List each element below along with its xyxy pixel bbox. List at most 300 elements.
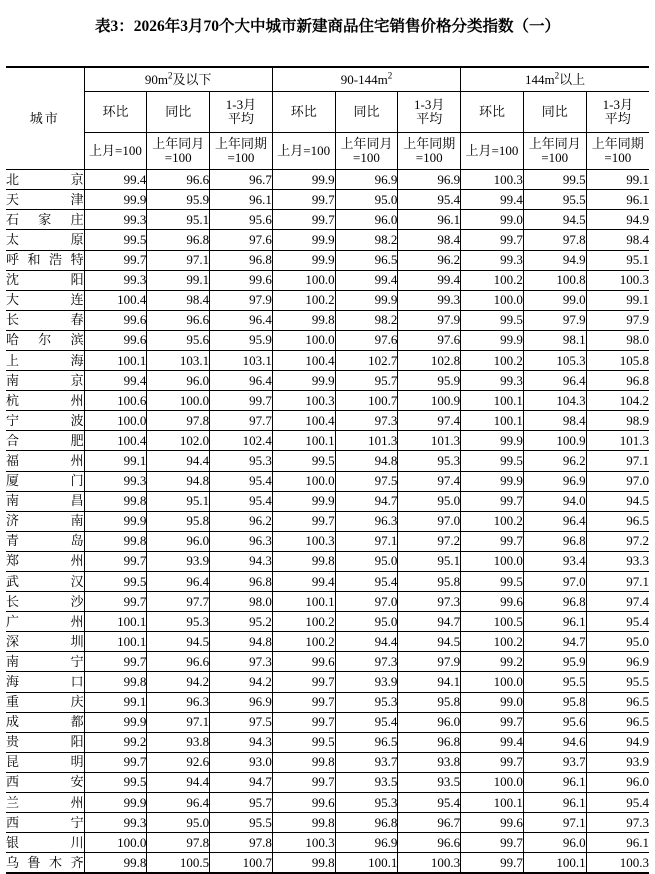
index-value-cell: 96.7: [210, 170, 273, 190]
index-value-cell: 99.8: [272, 752, 335, 772]
city-name-label: 杭州: [6, 392, 84, 408]
base-label-2: =100: [541, 150, 569, 166]
measure-label: 环比: [102, 103, 129, 119]
index-value-cell: 99.7: [84, 652, 147, 672]
city-name-cell: [6, 310, 84, 330]
index-value-cell: 99.1: [586, 170, 649, 190]
table-row: [6, 491, 649, 511]
index-value-cell: 97.3: [398, 592, 461, 612]
index-value-cell: 95.3: [335, 692, 398, 712]
index-value-cell: 99.6: [272, 652, 335, 672]
index-value-cell: 100.0: [461, 772, 524, 792]
city-name-cell: [6, 190, 84, 210]
index-value-cell: 105.8: [586, 350, 649, 370]
index-value-cell: 98.4: [398, 230, 461, 250]
index-value-cell: 99.7: [84, 592, 147, 612]
table-row: [6, 511, 649, 531]
index-value-cell: 97.1: [147, 250, 210, 270]
index-value-cell: 95.5: [523, 672, 586, 692]
index-value-cell: 100.1: [272, 431, 335, 451]
index-value-cell: 100.9: [523, 431, 586, 451]
index-value-cell: 99.7: [461, 712, 524, 732]
index-value-cell: 99.8: [272, 551, 335, 571]
index-value-cell: 95.0: [147, 813, 210, 833]
index-value-cell: 94.9: [586, 732, 649, 752]
index-value-cell: 99.5: [84, 772, 147, 792]
table-row: [6, 672, 649, 692]
index-value-cell: 100.0: [147, 391, 210, 411]
index-value-cell: 94.7: [335, 491, 398, 511]
index-value-cell: 99.0: [523, 290, 586, 310]
city-name-cell: [6, 230, 84, 250]
index-value-cell: 96.5: [335, 250, 398, 270]
index-value-cell: 100.6: [84, 391, 147, 411]
index-value-cell: 100.4: [84, 431, 147, 451]
index-value-cell: 99.7: [461, 853, 524, 874]
city-name-label: 南宁: [6, 653, 84, 669]
base-label: 上月=100: [277, 142, 331, 158]
city-name-label: 海口: [6, 674, 84, 690]
index-value-cell: 96.6: [147, 310, 210, 330]
city-name-label: 青岛: [6, 533, 84, 549]
index-value-cell: 102.4: [210, 431, 273, 451]
base-header-avg-medium: [398, 133, 461, 170]
index-value-cell: 100.0: [272, 471, 335, 491]
table-row: [6, 411, 649, 431]
index-value-cell: 96.3: [147, 692, 210, 712]
index-value-cell: 97.0: [586, 471, 649, 491]
index-value-cell: 101.3: [335, 431, 398, 451]
city-name-label: 长沙: [6, 593, 84, 609]
index-value-cell: 99.5: [523, 170, 586, 190]
table-row: [6, 371, 649, 391]
table-row: [6, 652, 649, 672]
index-value-cell: 100.0: [461, 672, 524, 692]
city-name-label: 乌鲁木齐: [6, 854, 84, 870]
group-header-large-sup: 2: [554, 70, 560, 81]
index-value-cell: 99.6: [272, 793, 335, 813]
index-value-cell: 96.8: [210, 250, 273, 270]
index-value-cell: 97.9: [523, 310, 586, 330]
index-value-cell: 95.6: [210, 210, 273, 230]
index-value-cell: 99.5: [272, 732, 335, 752]
base-header-mom-small: [84, 133, 147, 170]
city-name-cell: [6, 672, 84, 692]
index-value-cell: 103.1: [210, 350, 273, 370]
page-title: 表3：2026年3月70个大中城市新建商品住宅销售价格分类指数（一）: [94, 18, 560, 35]
index-value-cell: 92.6: [147, 752, 210, 772]
table-row: [6, 712, 649, 732]
index-value-cell: 96.5: [586, 712, 649, 732]
index-value-cell: 94.8: [210, 632, 273, 652]
measure-header-mom-medium: [272, 92, 335, 133]
index-value-cell: 93.5: [335, 772, 398, 792]
table-row: [6, 270, 649, 290]
group-header-small-prefix: 90m: [144, 71, 169, 87]
index-value-cell: 98.4: [586, 230, 649, 250]
city-name-cell: [6, 391, 84, 411]
index-value-cell: 100.5: [147, 853, 210, 874]
index-value-cell: 95.0: [335, 190, 398, 210]
index-value-cell: 99.1: [147, 270, 210, 290]
base-header-avg-small: [210, 133, 273, 170]
index-value-cell: 99.7: [84, 250, 147, 270]
column-header-city: 城市: [6, 67, 84, 170]
index-value-cell: 96.9: [335, 833, 398, 853]
city-name-cell: [6, 612, 84, 632]
base-label-2: =100: [415, 150, 443, 166]
group-header-small-suffix: 及以下: [172, 71, 212, 87]
city-name-label: 长春: [6, 312, 84, 328]
index-value-cell: 96.1: [586, 190, 649, 210]
measure-header-avg-small: [210, 92, 273, 133]
index-value-cell: 95.3: [147, 612, 210, 632]
index-value-cell: 94.9: [586, 210, 649, 230]
table-row: [6, 350, 649, 370]
index-value-cell: 99.7: [210, 391, 273, 411]
index-value-cell: 99.1: [84, 451, 147, 471]
index-value-cell: 95.3: [210, 451, 273, 471]
index-value-cell: 97.3: [586, 813, 649, 833]
index-value-cell: 99.3: [84, 210, 147, 230]
index-value-cell: 95.4: [335, 712, 398, 732]
table-row: [6, 330, 649, 350]
index-value-cell: 96.5: [586, 692, 649, 712]
index-value-cell: 97.4: [398, 471, 461, 491]
index-value-cell: 99.2: [461, 652, 524, 672]
index-value-cell: 97.1: [586, 572, 649, 592]
index-value-cell: 96.4: [147, 572, 210, 592]
index-value-cell: 99.6: [461, 813, 524, 833]
index-value-cell: 94.2: [147, 672, 210, 692]
base-label-2: =100: [353, 150, 380, 166]
index-value-cell: 99.8: [272, 853, 335, 874]
index-value-cell: 99.3: [461, 371, 524, 391]
index-value-cell: 97.0: [523, 572, 586, 592]
measure-label: 环比: [478, 103, 505, 119]
index-value-cell: 99.9: [84, 793, 147, 813]
measure-header-yoy-large: [523, 92, 586, 133]
index-value-cell: 94.2: [210, 672, 273, 692]
index-value-cell: 96.1: [523, 772, 586, 792]
city-name-cell: [6, 330, 84, 350]
index-value-cell: 100.4: [272, 411, 335, 431]
base-label: 上年同期: [403, 135, 456, 151]
index-value-cell: 93.8: [398, 752, 461, 772]
index-value-cell: 97.0: [398, 511, 461, 531]
index-value-cell: 99.7: [461, 833, 524, 853]
city-name-cell: [6, 833, 84, 853]
index-value-cell: 96.1: [210, 190, 273, 210]
table-row: [6, 692, 649, 712]
index-value-cell: 99.4: [461, 732, 524, 752]
table-row: [6, 230, 649, 250]
base-label: 上年同月: [340, 135, 393, 151]
city-name-cell: [6, 853, 84, 874]
index-value-cell: 105.3: [523, 350, 586, 370]
table-row: [6, 551, 649, 571]
index-value-cell: 103.1: [147, 350, 210, 370]
index-value-cell: 93.9: [335, 672, 398, 692]
group-header-large-prefix: 144m: [524, 71, 555, 87]
index-value-cell: 99.4: [272, 572, 335, 592]
index-value-cell: 97.1: [335, 531, 398, 551]
table-row: [6, 572, 649, 592]
index-value-cell: 99.7: [461, 752, 524, 772]
index-value-cell: 99.9: [84, 511, 147, 531]
index-value-cell: 97.6: [398, 330, 461, 350]
index-value-cell: 96.1: [523, 793, 586, 813]
index-value-cell: 102.8: [398, 350, 461, 370]
measure-header-avg-large: [586, 92, 649, 133]
index-value-cell: 100.1: [461, 411, 524, 431]
base-label: 上年同月: [528, 135, 581, 151]
index-value-cell: 99.5: [272, 451, 335, 471]
city-name-cell: [6, 210, 84, 230]
index-value-cell: 100.2: [272, 612, 335, 632]
table-row: [6, 170, 649, 190]
index-value-cell: 96.4: [210, 310, 273, 330]
table-row: [6, 210, 649, 230]
index-value-cell: 102.0: [147, 431, 210, 451]
index-value-cell: 100.2: [272, 290, 335, 310]
index-value-cell: 96.2: [210, 511, 273, 531]
index-value-cell: 100.2: [461, 632, 524, 652]
index-value-cell: 97.8: [147, 833, 210, 853]
index-value-cell: 100.4: [272, 350, 335, 370]
base-label-2: =100: [164, 150, 192, 166]
index-value-cell: 95.5: [523, 190, 586, 210]
index-value-cell: 99.7: [84, 752, 147, 772]
table-row: [6, 531, 649, 551]
base-label: 上年同月: [152, 135, 205, 151]
index-value-cell: 94.8: [147, 471, 210, 491]
base-header-yoy-large: [523, 133, 586, 170]
index-value-cell: 99.9: [84, 712, 147, 732]
index-value-cell: 94.5: [147, 632, 210, 652]
index-value-cell: 100.1: [461, 793, 524, 813]
index-value-cell: 99.6: [461, 592, 524, 612]
index-value-cell: 95.0: [335, 551, 398, 571]
index-value-cell: 93.3: [586, 551, 649, 571]
city-name-cell: [6, 793, 84, 813]
table-row: [6, 772, 649, 792]
index-value-cell: 97.7: [147, 592, 210, 612]
index-value-cell: 99.4: [335, 270, 398, 290]
index-value-cell: 94.3: [210, 551, 273, 571]
city-name-label: 南京: [6, 372, 84, 388]
group-header-medium-sup: 2: [387, 70, 393, 81]
city-name-cell: [6, 692, 84, 712]
index-value-cell: 94.9: [523, 250, 586, 270]
index-value-cell: 96.0: [523, 833, 586, 853]
index-value-cell: 97.0: [335, 592, 398, 612]
index-value-cell: 99.4: [461, 190, 524, 210]
index-value-cell: 97.1: [523, 813, 586, 833]
city-name-cell: [6, 431, 84, 451]
index-value-cell: 100.2: [461, 511, 524, 531]
index-value-cell: 100.3: [398, 853, 461, 874]
index-value-cell: 100.5: [461, 612, 524, 632]
index-value-cell: 99.5: [84, 572, 147, 592]
index-value-cell: 100.9: [398, 391, 461, 411]
index-value-cell: 100.1: [84, 612, 147, 632]
index-value-cell: 100.1: [461, 391, 524, 411]
base-label: 上月=100: [89, 142, 142, 158]
index-value-cell: 100.8: [523, 270, 586, 290]
index-value-cell: 100.3: [272, 833, 335, 853]
city-name-label: 宁波: [6, 412, 84, 428]
base-label-2: =100: [227, 150, 255, 166]
city-name-cell: [6, 290, 84, 310]
index-value-cell: 93.7: [523, 752, 586, 772]
index-value-cell: 99.7: [461, 230, 524, 250]
index-value-cell: 96.6: [398, 833, 461, 853]
header-row-groups: [6, 67, 649, 92]
index-value-cell: 97.3: [335, 652, 398, 672]
index-value-cell: 93.8: [147, 732, 210, 752]
index-value-cell: 94.1: [398, 672, 461, 692]
measure-label: 同比: [353, 103, 380, 119]
index-value-cell: 99.1: [586, 290, 649, 310]
base-header-yoy-small: [147, 133, 210, 170]
index-value-cell: 95.3: [335, 793, 398, 813]
base-label: 上年同期: [591, 135, 644, 151]
measure-label: 同比: [165, 103, 192, 119]
index-value-cell: 96.1: [586, 833, 649, 853]
index-value-cell: 94.4: [147, 772, 210, 792]
index-value-cell: 99.9: [461, 431, 524, 451]
measure-label: 1-3月: [225, 96, 257, 112]
table-row: [6, 732, 649, 752]
index-value-cell: 99.7: [272, 210, 335, 230]
base-header-avg-large: [586, 133, 649, 170]
index-value-cell: 99.8: [272, 310, 335, 330]
index-value-cell: 99.9: [272, 250, 335, 270]
index-value-cell: 97.5: [335, 471, 398, 491]
city-name-cell: [6, 250, 84, 270]
index-value-cell: 98.0: [210, 592, 273, 612]
base-label: 上月=100: [465, 142, 519, 158]
index-value-cell: 97.2: [398, 531, 461, 551]
index-value-cell: 94.7: [523, 632, 586, 652]
index-value-cell: 99.9: [272, 371, 335, 391]
table-row: [6, 190, 649, 210]
index-value-cell: 94.8: [335, 451, 398, 471]
measure-label-2: 平均: [227, 111, 254, 127]
index-value-cell: 96.2: [398, 250, 461, 270]
index-value-cell: 95.5: [210, 813, 273, 833]
index-value-cell: 99.5: [461, 572, 524, 592]
index-value-cell: 101.3: [398, 431, 461, 451]
group-header-medium: [272, 67, 460, 92]
index-value-cell: 99.0: [461, 692, 524, 712]
index-value-cell: 100.7: [335, 391, 398, 411]
city-name-label: 哈尔滨: [6, 332, 84, 348]
index-value-cell: 96.8: [335, 813, 398, 833]
city-name-label: 合肥: [6, 432, 84, 448]
index-value-cell: 98.4: [523, 411, 586, 431]
index-value-cell: 97.3: [335, 411, 398, 431]
index-value-cell: 100.0: [272, 330, 335, 350]
city-name-cell: [6, 511, 84, 531]
index-value-cell: 98.9: [586, 411, 649, 431]
index-value-cell: 95.8: [147, 511, 210, 531]
index-value-cell: 95.8: [398, 692, 461, 712]
table-row: [6, 853, 649, 874]
index-value-cell: 96.1: [523, 612, 586, 632]
table-row: [6, 793, 649, 813]
index-value-cell: 99.7: [84, 551, 147, 571]
index-value-cell: 100.0: [461, 290, 524, 310]
index-value-cell: 96.9: [210, 692, 273, 712]
index-value-cell: 104.2: [586, 391, 649, 411]
city-name-cell: [6, 371, 84, 391]
index-value-cell: 102.7: [335, 350, 398, 370]
table-row: [6, 431, 649, 451]
index-value-cell: 95.0: [586, 632, 649, 652]
index-value-cell: 94.6: [523, 732, 586, 752]
index-value-cell: 95.1: [586, 250, 649, 270]
index-value-cell: 96.7: [398, 813, 461, 833]
index-value-cell: 100.0: [84, 411, 147, 431]
table-row: [6, 813, 649, 833]
index-value-cell: 100.1: [523, 853, 586, 874]
index-value-cell: 96.5: [586, 511, 649, 531]
index-value-cell: 95.4: [210, 471, 273, 491]
city-name-label: 广州: [6, 613, 84, 629]
index-value-cell: 99.9: [335, 290, 398, 310]
measure-label: 环比: [290, 103, 317, 119]
index-value-cell: 99.7: [272, 772, 335, 792]
index-value-cell: 99.7: [272, 692, 335, 712]
index-value-cell: 99.3: [84, 471, 147, 491]
index-value-cell: 93.5: [398, 772, 461, 792]
index-value-cell: 100.1: [84, 350, 147, 370]
index-value-cell: 99.7: [272, 712, 335, 732]
index-value-cell: 97.8: [210, 833, 273, 853]
index-value-cell: 94.5: [523, 210, 586, 230]
city-name-label: 北京: [6, 171, 84, 187]
city-name-label: 厦门: [6, 473, 84, 489]
index-value-cell: 93.0: [210, 752, 273, 772]
index-value-cell: 97.6: [335, 330, 398, 350]
index-value-cell: 93.7: [335, 752, 398, 772]
index-value-cell: 96.8: [586, 371, 649, 391]
index-value-cell: 96.4: [523, 371, 586, 391]
index-value-cell: 99.3: [461, 250, 524, 270]
index-value-cell: 93.9: [586, 752, 649, 772]
city-name-label: 成都: [6, 714, 84, 730]
table-row: [6, 451, 649, 471]
index-value-cell: 96.0: [147, 531, 210, 551]
index-value-cell: 100.2: [272, 632, 335, 652]
index-value-cell: 100.2: [461, 270, 524, 290]
index-value-cell: 100.0: [84, 833, 147, 853]
index-value-cell: 99.7: [461, 531, 524, 551]
index-value-cell: 99.9: [461, 471, 524, 491]
index-value-cell: 97.5: [210, 712, 273, 732]
index-value-cell: 99.3: [398, 290, 461, 310]
table-body: [6, 170, 649, 874]
index-value-cell: 95.9: [398, 371, 461, 391]
index-value-cell: 97.4: [586, 592, 649, 612]
index-value-cell: 100.1: [272, 592, 335, 612]
city-name-label: 郑州: [6, 553, 84, 569]
index-value-cell: 93.9: [147, 551, 210, 571]
index-value-cell: 96.5: [335, 732, 398, 752]
index-value-cell: 94.4: [147, 451, 210, 471]
